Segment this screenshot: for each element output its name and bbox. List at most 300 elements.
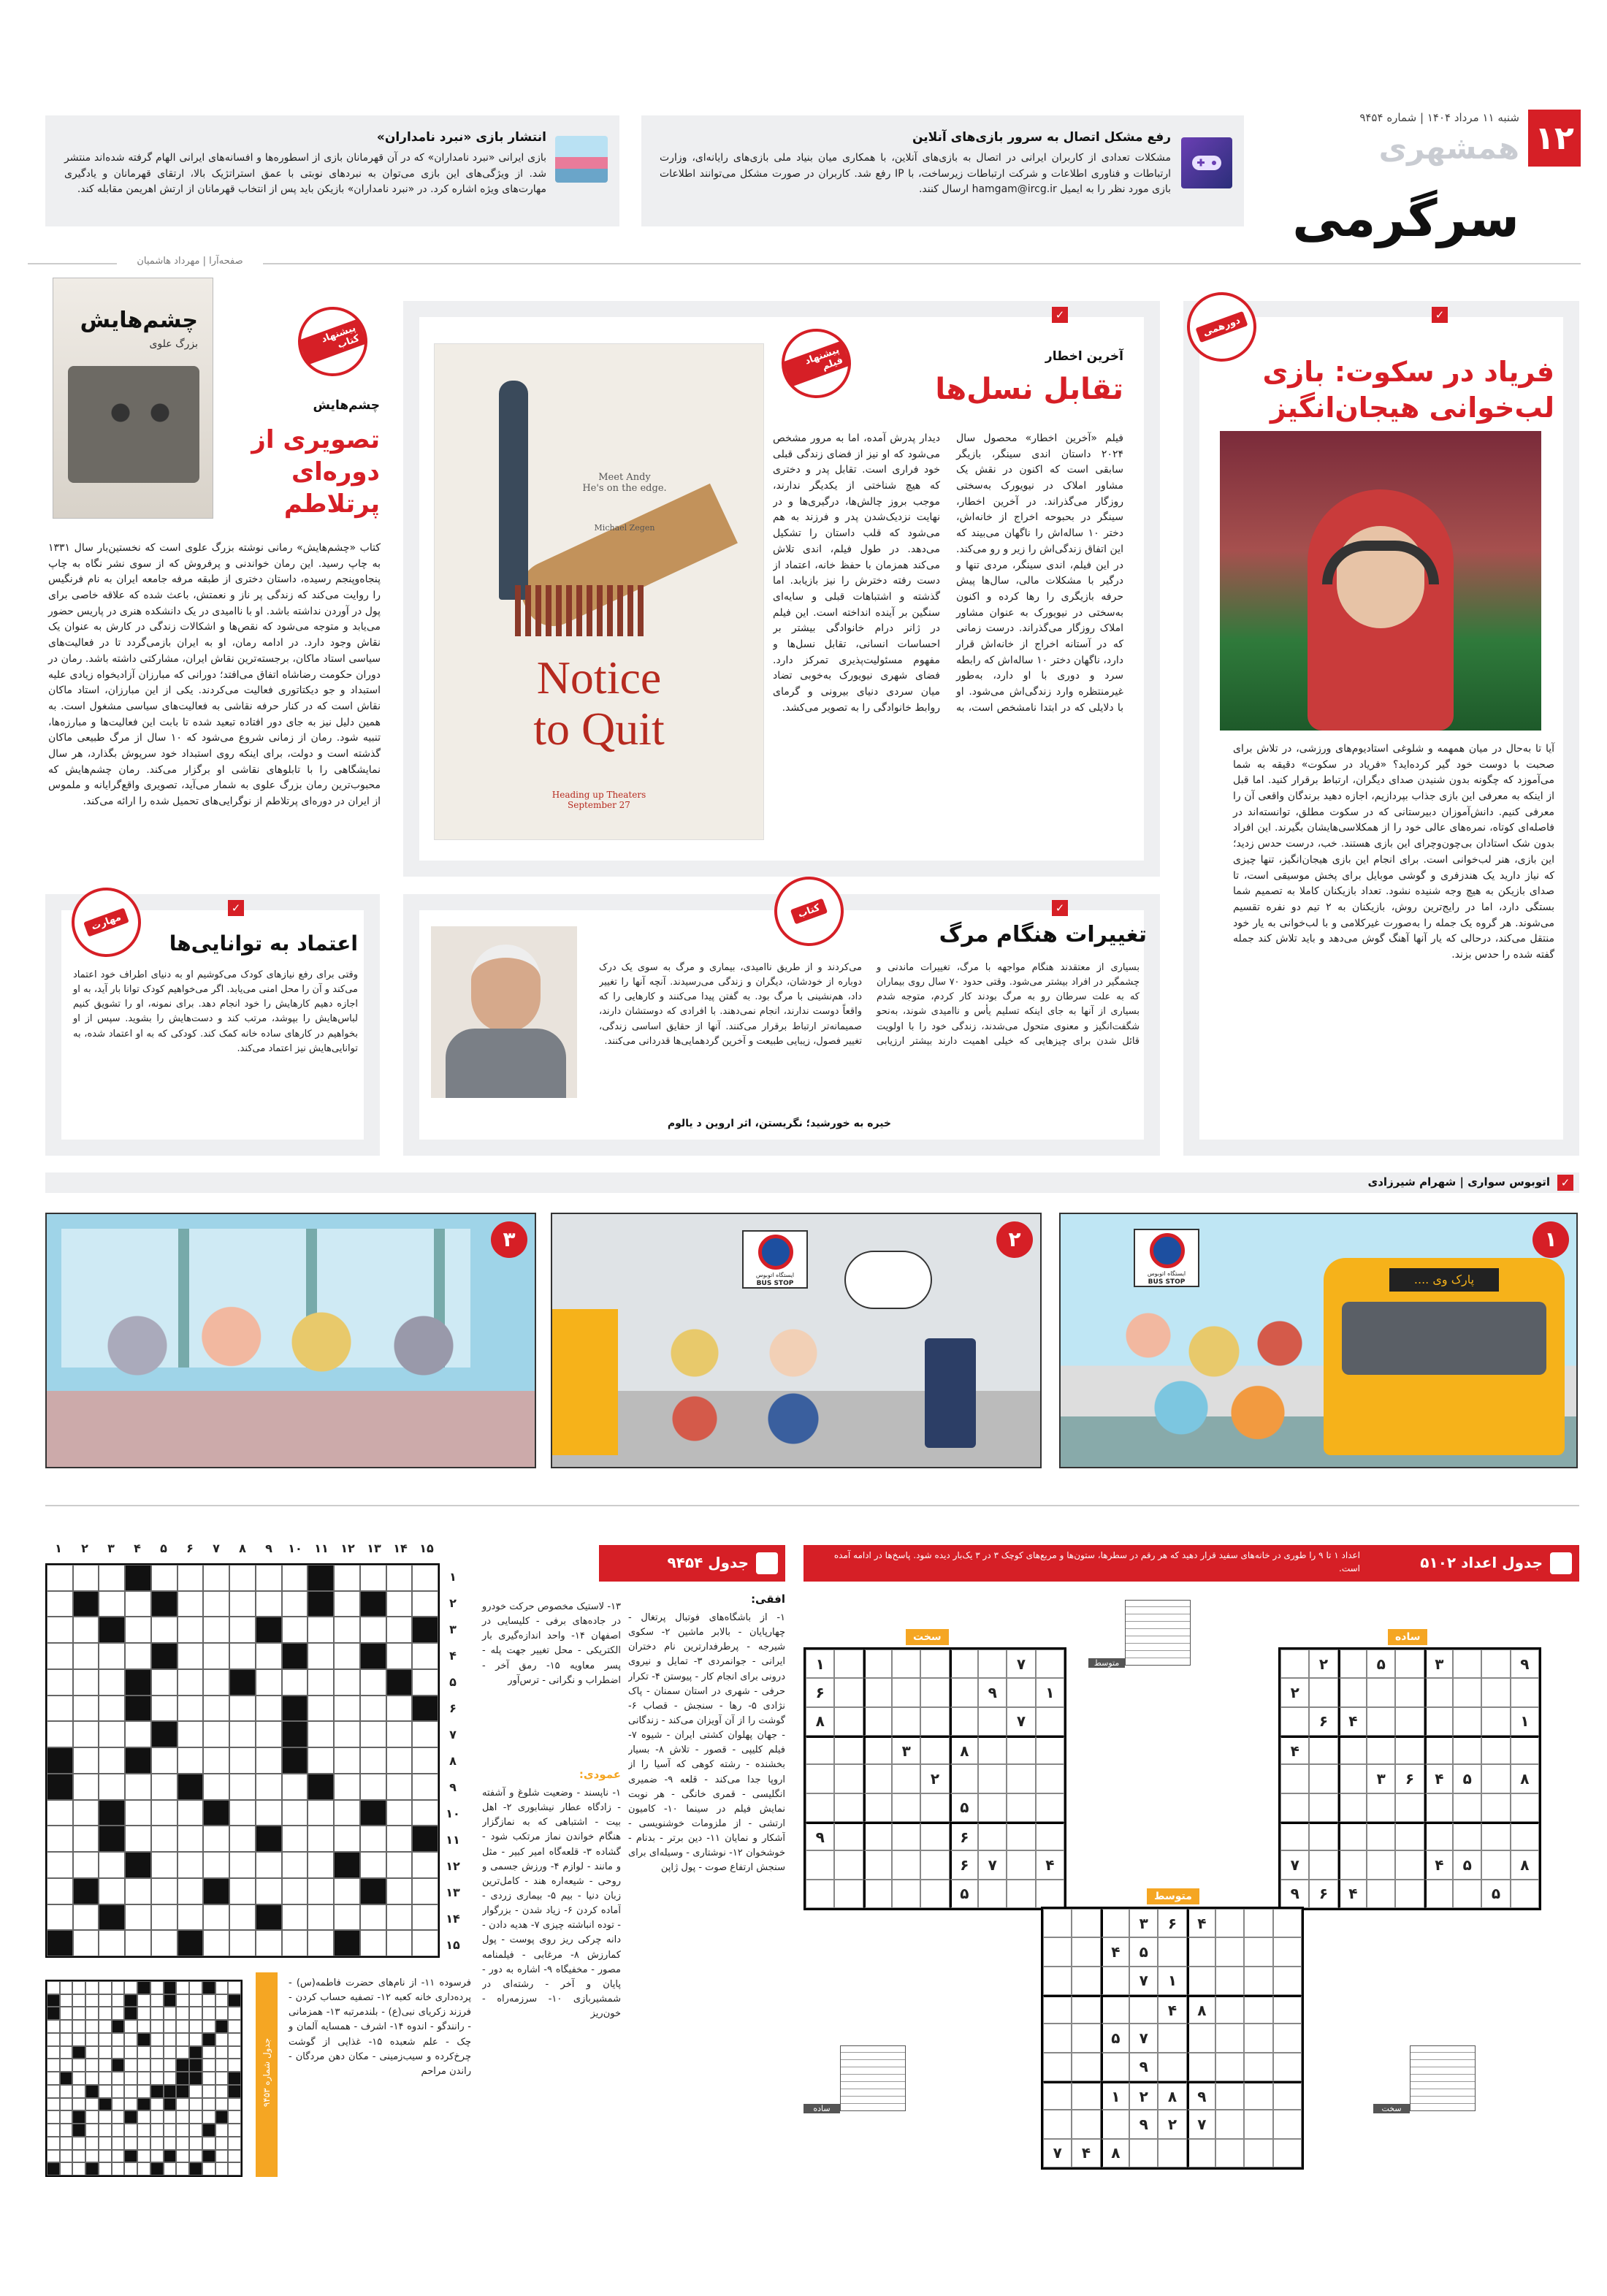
sudoku-medium-cell[interactable]	[1072, 2110, 1100, 2138]
sudoku-medium-cell[interactable]: ۴	[1187, 1909, 1215, 1937]
prev-crossword-cell[interactable]	[176, 1994, 189, 2007]
sudoku-medium-cell[interactable]	[1244, 2024, 1272, 2052]
crossword-cell[interactable]	[229, 1774, 256, 1800]
prev-crossword-cell[interactable]	[72, 2072, 85, 2085]
sudoku-easy-cell[interactable]	[1424, 1678, 1453, 1706]
prev-crossword-cell[interactable]	[60, 2046, 73, 2059]
crossword-cell[interactable]	[203, 1852, 229, 1878]
prev-crossword-cell[interactable]	[99, 2137, 112, 2150]
crossword-cell[interactable]	[47, 1669, 73, 1696]
prev-crossword-cell[interactable]	[176, 2007, 189, 2020]
sudoku-hard-cell[interactable]	[834, 1736, 863, 1764]
sudoku-medium-cell[interactable]	[1129, 1995, 1158, 2024]
prev-crossword-cell[interactable]	[137, 2046, 150, 2059]
sudoku-easy-cell[interactable]	[1395, 1678, 1424, 1706]
crossword-cell[interactable]	[73, 1930, 99, 1956]
sudoku-hard-cell[interactable]	[806, 1736, 834, 1764]
sudoku-easy-cell[interactable]	[1424, 1880, 1453, 1908]
prev-crossword-cell[interactable]	[137, 2162, 150, 2175]
sudoku-hard-cell[interactable]	[806, 1793, 834, 1822]
prev-crossword-cell[interactable]	[164, 2020, 177, 2033]
crossword-cell[interactable]	[203, 1591, 229, 1617]
prev-crossword-cell[interactable]	[202, 2137, 215, 2150]
sudoku-hard-cell[interactable]	[920, 1678, 949, 1706]
prev-crossword-cell[interactable]	[164, 2059, 177, 2072]
prev-crossword-cell[interactable]	[228, 2033, 241, 2046]
prev-crossword-cell[interactable]	[150, 2098, 164, 2111]
crossword-cell[interactable]	[203, 1696, 229, 1722]
sudoku-medium-cell[interactable]	[1072, 2053, 1100, 2081]
sudoku-easy-cell[interactable]: ۳	[1424, 1649, 1453, 1678]
crossword-cell[interactable]	[125, 1774, 151, 1800]
crossword-cell[interactable]	[229, 1591, 256, 1617]
crossword-cell[interactable]	[229, 1878, 256, 1904]
crossword-cell[interactable]	[125, 1904, 151, 1931]
sudoku-easy-cell[interactable]	[1395, 1649, 1424, 1678]
sudoku-medium-cell[interactable]	[1043, 2081, 1072, 2110]
sudoku-hard-cell[interactable]: ۹	[978, 1678, 1007, 1706]
crossword-cell[interactable]	[386, 1617, 413, 1643]
crossword-cell[interactable]	[203, 1747, 229, 1774]
prev-crossword-cell[interactable]	[99, 2124, 112, 2137]
prev-crossword-cell[interactable]	[202, 2110, 215, 2124]
sudoku-hard-cell[interactable]	[892, 1764, 920, 1793]
sudoku-hard-cell[interactable]	[892, 1707, 920, 1736]
crossword-cell[interactable]	[178, 1565, 204, 1591]
sudoku-easy-cell[interactable]	[1453, 1822, 1481, 1850]
sudoku-hard-cell[interactable]: ۳	[892, 1736, 920, 1764]
prev-crossword-cell[interactable]	[202, 2162, 215, 2175]
prev-crossword-cell[interactable]	[189, 2150, 202, 2163]
crossword-cell[interactable]	[178, 1617, 204, 1643]
prev-crossword-cell[interactable]	[47, 2059, 60, 2072]
prev-crossword-cell[interactable]	[60, 2150, 73, 2163]
prev-crossword-cell[interactable]	[112, 2007, 125, 2020]
crossword-cell[interactable]	[256, 1696, 282, 1722]
prev-crossword-cell[interactable]	[124, 2046, 137, 2059]
sudoku-hard-cell[interactable]	[806, 1880, 834, 1908]
sudoku-medium-cell[interactable]	[1072, 1995, 1100, 2024]
prev-crossword-cell[interactable]	[85, 2110, 99, 2124]
prev-crossword-cell[interactable]	[215, 2059, 229, 2072]
sudoku-hard-cell[interactable]: ۷	[978, 1850, 1007, 1879]
prev-crossword-cell[interactable]	[47, 2110, 60, 2124]
sudoku-hard-cell[interactable]	[1007, 1880, 1035, 1908]
crossword-cell[interactable]	[412, 1643, 438, 1669]
crossword-cell[interactable]	[412, 1774, 438, 1800]
prev-crossword-cell[interactable]	[137, 2124, 150, 2137]
prev-crossword-cell[interactable]	[47, 2137, 60, 2150]
prev-crossword-cell[interactable]	[215, 2085, 229, 2098]
sudoku-easy-cell[interactable]	[1481, 1736, 1510, 1764]
prev-crossword-cell[interactable]	[72, 2098, 85, 2111]
sudoku-medium-cell[interactable]: ۱	[1158, 1967, 1186, 1995]
sudoku-hard-cell[interactable]	[978, 1822, 1007, 1850]
crossword-cell[interactable]	[334, 1591, 360, 1617]
sudoku-hard-cell[interactable]	[950, 1678, 978, 1706]
sudoku-easy-cell[interactable]	[1511, 1678, 1539, 1706]
sudoku-medium-cell[interactable]	[1043, 1967, 1072, 1995]
prev-crossword-cell[interactable]	[189, 1994, 202, 2007]
prev-crossword-cell[interactable]	[72, 2150, 85, 2163]
prev-crossword-cell[interactable]	[176, 2162, 189, 2175]
prev-crossword-cell[interactable]	[150, 1994, 164, 2007]
crossword-cell[interactable]	[151, 1878, 178, 1904]
sudoku-hard-cell[interactable]	[950, 1764, 978, 1793]
crossword-cell[interactable]	[256, 1591, 282, 1617]
sudoku-hard-cell[interactable]	[1036, 1793, 1064, 1822]
prev-crossword-cell[interactable]	[47, 2020, 60, 2033]
prev-crossword-cell[interactable]	[202, 2020, 215, 2033]
prev-crossword-cell[interactable]	[124, 2020, 137, 2033]
crossword-cell[interactable]	[47, 1643, 73, 1669]
sudoku-medium-cell[interactable]	[1043, 2110, 1072, 2138]
sudoku-easy-cell[interactable]	[1453, 1649, 1481, 1678]
prev-crossword-cell[interactable]	[85, 1981, 99, 1994]
crossword-cell[interactable]	[282, 1826, 308, 1852]
sudoku-easy-cell[interactable]	[1309, 1736, 1337, 1764]
sudoku-medium-cell[interactable]	[1215, 1909, 1244, 1937]
crossword-cell[interactable]	[308, 1800, 334, 1826]
sudoku-medium-cell[interactable]: ۹	[1129, 2053, 1158, 2081]
crossword-cell[interactable]	[151, 1852, 178, 1878]
sudoku-hard-cell[interactable]: ۷	[1007, 1649, 1035, 1678]
crossword-cell[interactable]	[334, 1643, 360, 1669]
prev-crossword-cell[interactable]	[112, 2150, 125, 2163]
sudoku-easy-cell[interactable]	[1511, 1793, 1539, 1822]
prev-crossword-cell[interactable]	[85, 2059, 99, 2072]
sudoku-medium-cell[interactable]	[1043, 2024, 1072, 2052]
prev-crossword-cell[interactable]	[124, 2098, 137, 2111]
sudoku-medium-cell[interactable]: ۸	[1158, 2081, 1186, 2110]
sudoku-hard-cell[interactable]	[1007, 1850, 1035, 1879]
prev-crossword-cell[interactable]	[137, 2110, 150, 2124]
sudoku-medium-cell[interactable]: ۸	[1187, 1995, 1215, 2024]
sudoku-hard-cell[interactable]	[863, 1678, 892, 1706]
prev-crossword-cell[interactable]	[47, 2033, 60, 2046]
prev-crossword-cell[interactable]	[47, 2124, 60, 2137]
prev-crossword-cell[interactable]	[215, 2033, 229, 2046]
sudoku-medium-cell[interactable]: ۲	[1158, 2110, 1186, 2138]
sudoku-hard-cell[interactable]	[863, 1822, 892, 1850]
prev-crossword-cell[interactable]	[99, 2059, 112, 2072]
crossword-cell[interactable]	[360, 1669, 386, 1696]
crossword-cell[interactable]	[386, 1774, 413, 1800]
crossword-cell[interactable]	[178, 1904, 204, 1931]
crossword-cell[interactable]	[229, 1617, 256, 1643]
crossword-cell[interactable]	[256, 1565, 282, 1591]
crossword-cell[interactable]	[125, 1721, 151, 1747]
sudoku-hard-cell[interactable]	[978, 1707, 1007, 1736]
crossword-cell[interactable]	[308, 1721, 334, 1747]
sudoku-medium-cell[interactable]: ۷	[1043, 2139, 1072, 2167]
crossword-cell[interactable]	[334, 1747, 360, 1774]
sudoku-easy-cell[interactable]	[1511, 1822, 1539, 1850]
prev-crossword-cell[interactable]	[215, 2098, 229, 2111]
crossword-cell[interactable]	[282, 1930, 308, 1956]
crossword-cell[interactable]	[203, 1643, 229, 1669]
prev-crossword-cell[interactable]	[164, 2007, 177, 2020]
crossword-cell[interactable]	[47, 1904, 73, 1931]
prev-crossword-cell[interactable]	[164, 2072, 177, 2085]
sudoku-medium-cell[interactable]	[1273, 2110, 1302, 2138]
crossword-cell[interactable]	[99, 1774, 125, 1800]
sudoku-hard-cell[interactable]: ۸	[950, 1736, 978, 1764]
prev-crossword-cell[interactable]	[72, 2137, 85, 2150]
crossword-cell[interactable]	[125, 1617, 151, 1643]
sudoku-hard-cell[interactable]	[892, 1850, 920, 1879]
sudoku-hard-cell[interactable]	[1036, 1822, 1064, 1850]
crossword-cell[interactable]	[125, 1930, 151, 1956]
crossword-cell[interactable]	[334, 1565, 360, 1591]
sudoku-medium-cell[interactable]	[1101, 2053, 1129, 2081]
sudoku-easy-cell[interactable]	[1338, 1793, 1367, 1822]
sudoku-easy-cell[interactable]: ۸	[1511, 1850, 1539, 1879]
crossword-cell[interactable]	[412, 1565, 438, 1591]
prev-crossword-cell[interactable]	[124, 1981, 137, 1994]
crossword-cell[interactable]	[412, 1747, 438, 1774]
crossword-cell[interactable]	[178, 1747, 204, 1774]
prev-crossword-cell[interactable]	[202, 2085, 215, 2098]
sudoku-hard-cell[interactable]	[863, 1880, 892, 1908]
crossword-cell[interactable]	[308, 1617, 334, 1643]
sudoku-medium-cell[interactable]	[1244, 1909, 1272, 1937]
sudoku-medium-cell[interactable]	[1215, 2110, 1244, 2138]
sudoku-hard-cell[interactable]	[863, 1793, 892, 1822]
sudoku-medium-cell[interactable]	[1187, 1967, 1215, 1995]
crossword-cell[interactable]	[282, 1878, 308, 1904]
crossword-cell[interactable]	[178, 1591, 204, 1617]
crossword-cell[interactable]	[386, 1878, 413, 1904]
prev-crossword-cell[interactable]	[99, 2085, 112, 2098]
crossword-cell[interactable]	[360, 1617, 386, 1643]
crossword-cell[interactable]	[282, 1852, 308, 1878]
crossword-cell[interactable]	[99, 1852, 125, 1878]
sudoku-medium-cell[interactable]: ۹	[1187, 2081, 1215, 2110]
sudoku-hard-cell[interactable]	[834, 1707, 863, 1736]
prev-crossword-cell[interactable]	[72, 2033, 85, 2046]
sudoku-hard-cell[interactable]: ۸	[806, 1707, 834, 1736]
sudoku-easy-cell[interactable]	[1367, 1707, 1395, 1736]
sudoku-hard-cell[interactable]	[920, 1736, 949, 1764]
sudoku-medium-cell[interactable]	[1273, 2053, 1302, 2081]
prev-crossword-cell[interactable]	[150, 2072, 164, 2085]
crossword-cell[interactable]	[308, 1852, 334, 1878]
prev-crossword-cell[interactable]	[176, 1981, 189, 1994]
sudoku-hard-cell[interactable]: ۶	[806, 1678, 834, 1706]
crossword-cell[interactable]	[412, 1930, 438, 1956]
prev-crossword-cell[interactable]	[137, 2007, 150, 2020]
prev-crossword-cell[interactable]	[228, 2098, 241, 2111]
crossword-cell[interactable]	[73, 1774, 99, 1800]
crossword-cell[interactable]	[203, 1669, 229, 1696]
prev-crossword-cell[interactable]	[150, 2033, 164, 2046]
sudoku-hard-cell[interactable]: ۵	[950, 1880, 978, 1908]
prev-crossword-cell[interactable]	[176, 2110, 189, 2124]
crossword-cell[interactable]	[178, 1669, 204, 1696]
crossword-cell[interactable]	[256, 1930, 282, 1956]
prev-crossword-cell[interactable]	[150, 2137, 164, 2150]
sudoku-easy-cell[interactable]	[1338, 1649, 1367, 1678]
crossword-cell[interactable]	[360, 1747, 386, 1774]
sudoku-hard-cell[interactable]	[978, 1649, 1007, 1678]
crossword-cell[interactable]	[73, 1643, 99, 1669]
sudoku-easy-cell[interactable]: ۶	[1309, 1707, 1337, 1736]
sudoku-medium-cell[interactable]	[1244, 2081, 1272, 2110]
crossword-cell[interactable]	[203, 1826, 229, 1852]
prev-crossword-cell[interactable]	[112, 2110, 125, 2124]
sudoku-medium-cell[interactable]	[1215, 1937, 1244, 1966]
prev-crossword-cell[interactable]	[85, 2033, 99, 2046]
prev-crossword-cell[interactable]	[99, 1994, 112, 2007]
prev-crossword-cell[interactable]	[189, 2020, 202, 2033]
crossword-cell[interactable]	[151, 1904, 178, 1931]
sudoku-medium-cell[interactable]: ۷	[1187, 2110, 1215, 2138]
sudoku-hard-cell[interactable]	[1036, 1764, 1064, 1793]
prev-crossword-cell[interactable]	[215, 2124, 229, 2137]
sudoku-medium-cell[interactable]: ۴	[1072, 2139, 1100, 2167]
prev-crossword-cell[interactable]	[99, 2162, 112, 2175]
crossword-cell[interactable]	[99, 1721, 125, 1747]
sudoku-easy-cell[interactable]	[1280, 1649, 1309, 1678]
sudoku-easy-cell[interactable]	[1481, 1707, 1510, 1736]
crossword-cell[interactable]	[229, 1930, 256, 1956]
sudoku-medium-cell[interactable]: ۴	[1158, 1995, 1186, 2024]
prev-crossword-cell[interactable]	[137, 2020, 150, 2033]
sudoku-easy-cell[interactable]	[1367, 1822, 1395, 1850]
prev-crossword-cell[interactable]	[228, 2162, 241, 2175]
sudoku-easy-cell[interactable]	[1395, 1707, 1424, 1736]
sudoku-medium-cell[interactable]	[1072, 1967, 1100, 1995]
crossword-cell[interactable]	[308, 1696, 334, 1722]
prev-crossword-cell[interactable]	[189, 2098, 202, 2111]
crossword-cell[interactable]	[386, 1852, 413, 1878]
crossword-cell[interactable]	[99, 1747, 125, 1774]
sudoku-easy-cell[interactable]: ۶	[1309, 1880, 1337, 1908]
crossword-cell[interactable]	[73, 1565, 99, 1591]
prev-crossword-cell[interactable]	[189, 1981, 202, 1994]
crossword-cell[interactable]	[151, 1669, 178, 1696]
sudoku-medium-cell[interactable]	[1043, 2053, 1072, 2081]
prev-crossword-cell[interactable]	[228, 2137, 241, 2150]
crossword-cell[interactable]	[360, 1904, 386, 1931]
sudoku-hard-cell[interactable]: ۶	[950, 1822, 978, 1850]
sudoku-easy-cell[interactable]	[1424, 1707, 1453, 1736]
sudoku-easy-cell[interactable]: ۴	[1280, 1736, 1309, 1764]
sudoku-medium-cell[interactable]	[1244, 1995, 1272, 2024]
crossword-cell[interactable]	[73, 1826, 99, 1852]
crossword-cell[interactable]	[360, 1721, 386, 1747]
prev-crossword-cell[interactable]	[72, 2085, 85, 2098]
prev-crossword-cell[interactable]	[189, 2137, 202, 2150]
prev-crossword-cell[interactable]	[150, 2046, 164, 2059]
prev-crossword-cell[interactable]	[189, 2007, 202, 2020]
prev-crossword-cell[interactable]	[215, 1981, 229, 1994]
sudoku-easy-cell[interactable]: ۵	[1453, 1850, 1481, 1879]
sudoku-hard-cell[interactable]	[978, 1764, 1007, 1793]
crossword-cell[interactable]	[178, 1800, 204, 1826]
crossword-cell[interactable]	[203, 1930, 229, 1956]
sudoku-hard-cell[interactable]	[978, 1736, 1007, 1764]
crossword-cell[interactable]	[334, 1878, 360, 1904]
prev-crossword-cell[interactable]	[189, 2124, 202, 2137]
sudoku-hard-cell[interactable]	[1007, 1764, 1035, 1793]
prev-crossword-cell[interactable]	[137, 2137, 150, 2150]
crossword-cell[interactable]	[308, 1669, 334, 1696]
sudoku-easy-cell[interactable]	[1367, 1880, 1395, 1908]
prev-crossword-cell[interactable]	[72, 1981, 85, 1994]
prev-crossword-cell[interactable]	[60, 1994, 73, 2007]
crossword-cell[interactable]	[256, 1643, 282, 1669]
prev-crossword-cell[interactable]	[99, 2046, 112, 2059]
crossword-cell[interactable]	[99, 1930, 125, 1956]
crossword-cell[interactable]	[125, 1591, 151, 1617]
sudoku-hard-cell[interactable]	[892, 1649, 920, 1678]
prev-crossword-cell[interactable]	[164, 2162, 177, 2175]
prev-crossword-cell[interactable]	[228, 2046, 241, 2059]
sudoku-easy-cell[interactable]	[1453, 1880, 1481, 1908]
sudoku-hard-cell[interactable]	[920, 1880, 949, 1908]
sudoku-hard-cell[interactable]: ۹	[806, 1822, 834, 1850]
crossword-cell[interactable]	[334, 1904, 360, 1931]
crossword-cell[interactable]	[412, 1904, 438, 1931]
crossword-cell[interactable]	[229, 1721, 256, 1747]
sudoku-easy-cell[interactable]	[1367, 1678, 1395, 1706]
sudoku-easy-cell[interactable]	[1280, 1764, 1309, 1793]
prev-crossword-cell[interactable]	[164, 2137, 177, 2150]
prev-crossword-cell[interactable]	[60, 2059, 73, 2072]
sudoku-easy-cell[interactable]: ۲	[1309, 1649, 1337, 1678]
sudoku-hard-cell[interactable]	[863, 1707, 892, 1736]
crossword-cell[interactable]	[386, 1643, 413, 1669]
sudoku-hard-cell[interactable]	[1036, 1736, 1064, 1764]
sudoku-hard-cell[interactable]	[834, 1850, 863, 1879]
crossword-cell[interactable]	[334, 1774, 360, 1800]
prev-crossword-cell[interactable]	[85, 2124, 99, 2137]
crossword-cell[interactable]	[151, 1696, 178, 1722]
sudoku-easy-cell[interactable]	[1309, 1764, 1337, 1793]
sudoku-easy-cell[interactable]	[1338, 1678, 1367, 1706]
sudoku-hard-cell[interactable]	[892, 1793, 920, 1822]
prev-crossword-cell[interactable]	[164, 2033, 177, 2046]
sudoku-easy-cell[interactable]: ۵	[1453, 1764, 1481, 1793]
prev-crossword-cell[interactable]	[60, 2110, 73, 2124]
sudoku-hard-cell[interactable]	[920, 1793, 949, 1822]
sudoku-easy-cell[interactable]: ۵	[1367, 1649, 1395, 1678]
sudoku-hard-cell[interactable]: ۲	[920, 1764, 949, 1793]
prev-crossword-cell[interactable]	[124, 2162, 137, 2175]
sudoku-easy-cell[interactable]	[1338, 1736, 1367, 1764]
sudoku-hard-cell[interactable]	[1036, 1707, 1064, 1736]
sudoku-easy-cell[interactable]	[1481, 1822, 1510, 1850]
sudoku-hard-cell[interactable]: ۶	[950, 1850, 978, 1879]
crossword-cell[interactable]	[412, 1800, 438, 1826]
crossword-cell[interactable]	[229, 1565, 256, 1591]
sudoku-medium-cell[interactable]	[1244, 2139, 1272, 2167]
crossword-cell[interactable]	[229, 1643, 256, 1669]
crossword-cell[interactable]	[151, 1930, 178, 1956]
prev-crossword-cell[interactable]	[137, 2059, 150, 2072]
sudoku-medium-cell[interactable]	[1215, 2024, 1244, 2052]
sudoku-easy-cell[interactable]	[1309, 1678, 1337, 1706]
prev-crossword-cell[interactable]	[60, 2098, 73, 2111]
prev-crossword-cell[interactable]	[176, 2046, 189, 2059]
sudoku-hard-cell[interactable]	[920, 1850, 949, 1879]
sudoku-easy-cell[interactable]	[1309, 1793, 1337, 1822]
prev-crossword-cell[interactable]	[164, 2124, 177, 2137]
prev-crossword-cell[interactable]	[99, 2110, 112, 2124]
sudoku-medium-cell[interactable]	[1158, 2024, 1186, 2052]
